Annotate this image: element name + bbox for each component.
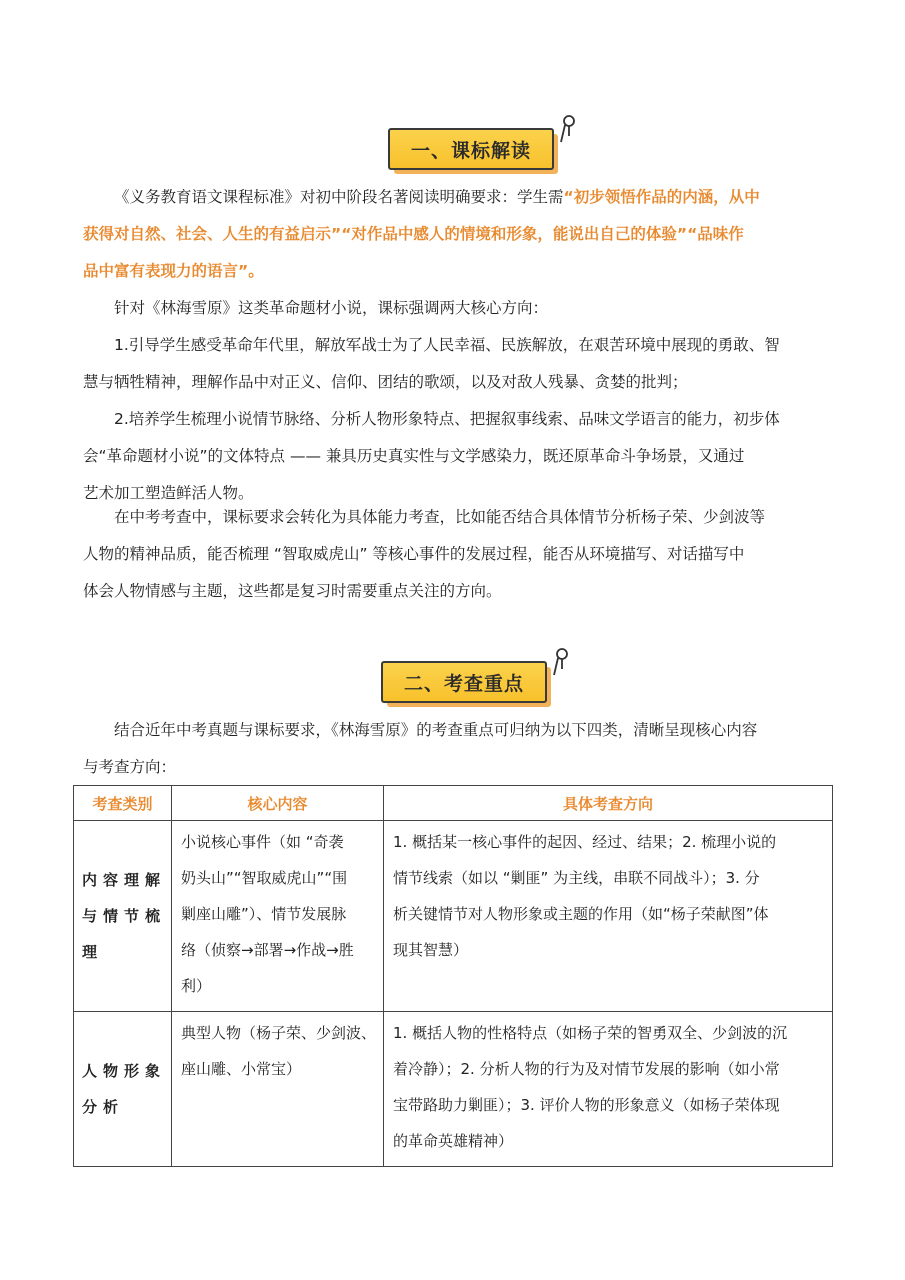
paragraph-line: 2.培养学生梳理小说情节脉络、分析人物形象特点、把握叙事线索、品味文学语言的能力，初步体 bbox=[114, 410, 780, 428]
cell-line: 宝带路助力剿匪）；3. 评价人物的形象意义（如杨子荣体现 bbox=[393, 1096, 780, 1114]
text-run: 《义务教育语文课程标准》对初中阶段名著阅读明确要求：学生需 bbox=[114, 188, 564, 206]
paragraph-line: 体会人物情感与主题，这些都是复习时需要重点关注的方向。 bbox=[83, 582, 502, 600]
exam-direction-cell bbox=[384, 821, 833, 1012]
cell-line: 内容理解 bbox=[82, 871, 167, 889]
highlighted-quote: 获得对自然、社会、人生的有益启示”“对作品中感人的情境和形象，能说出自己的体验”“品味作 bbox=[83, 225, 744, 243]
pin-icon bbox=[553, 647, 571, 677]
cell-line: 座山雕、小常宝） bbox=[181, 1060, 302, 1078]
cell-line: 理 bbox=[82, 943, 104, 961]
table-header-row bbox=[74, 786, 833, 821]
direction-1-paragraph bbox=[83, 327, 823, 401]
table-row bbox=[74, 1012, 833, 1167]
exam-application-paragraph bbox=[83, 499, 823, 610]
cell-line: 现其智慧） bbox=[393, 941, 469, 959]
section-1-title: 一、课标解读 bbox=[388, 128, 554, 170]
cell-line: 的革命英雄精神） bbox=[393, 1132, 514, 1150]
section-2-banner bbox=[381, 661, 551, 707]
paragraph-line bbox=[83, 253, 823, 290]
cell-line: 着冷静）；2. 分析人物的行为及对情节发展的影响（如小常 bbox=[393, 1060, 780, 1078]
exam-focus-table bbox=[73, 785, 833, 1167]
exam-direction-cell bbox=[384, 1012, 833, 1167]
cell-line: 剿座山雕”）、情节发展脉 bbox=[181, 905, 347, 923]
cell-line: 情节线索（如以 “剿匪” 为主线，串联不同战斗）；3. 分 bbox=[393, 869, 760, 887]
direction-2-paragraph bbox=[83, 401, 823, 512]
header-exam-direction: 具体考查方向 bbox=[384, 786, 833, 821]
paragraph-line: 1.引导学生感受革命年代里，解放军战士为了人民幸福、民族解放，在艰苦环境中展现的勇敢、智 bbox=[114, 336, 780, 354]
direction-intro-paragraph bbox=[83, 290, 823, 327]
standard-quote-paragraph bbox=[83, 179, 823, 290]
table-row bbox=[74, 821, 833, 1012]
cell-line: 析关键情节对人物形象或主题的作用（如“杨子荣献图”体 bbox=[393, 905, 769, 923]
header-category: 考查类别 bbox=[74, 786, 172, 821]
cell-line: 奶头山”“智取威虎山”“围 bbox=[181, 869, 348, 887]
cell-line: 人物形象 bbox=[82, 1062, 167, 1080]
paragraph-line: 与考查方向： bbox=[83, 758, 177, 776]
paragraph-line: 人物的精神品质，能否梳理 “智取威虎山” 等核心事件的发展过程，能否从环境描写、对话描写中 bbox=[83, 545, 745, 563]
cell-line: 与情节梳 bbox=[82, 907, 167, 925]
cell-line: 络（侦察→部署→作战→胜 bbox=[181, 941, 354, 959]
category-cell bbox=[74, 821, 172, 1012]
category-cell bbox=[74, 1012, 172, 1167]
paragraph-line: 针对《林海雪原》这类革命题材小说，课标强调两大核心方向： bbox=[114, 299, 549, 317]
paragraph-line: 艺术加工塑造鲜活人物。 bbox=[83, 484, 254, 502]
paragraph-line bbox=[83, 216, 823, 253]
cell-line: 1. 概括人物的性格特点（如杨子荣的智勇双全、少剑波的沉 bbox=[393, 1024, 788, 1042]
highlighted-quote: 品中富有表现力的语言”。 bbox=[83, 262, 264, 280]
section-2-title: 二、考查重点 bbox=[381, 661, 547, 703]
section-1-banner bbox=[388, 128, 558, 174]
highlighted-quote: “初步领悟作品的内涵，从中 bbox=[563, 188, 760, 206]
header-core-content: 核心内容 bbox=[172, 786, 384, 821]
pin-icon bbox=[560, 114, 578, 144]
paragraph-line: 在中考考查中，课标要求会转化为具体能力考查，比如能否结合具体情节分析杨子荣、少剑波等 bbox=[114, 508, 766, 526]
cell-line: 利） bbox=[181, 977, 212, 995]
paragraph-line: 慧与牺牲精神，理解作品中对正义、信仰、团结的歌颂，以及对敌人残暴、贪婪的批判； bbox=[83, 373, 688, 391]
exam-focus-intro-paragraph bbox=[83, 712, 823, 786]
cell-line: 典型人物（杨子荣、少剑波、 bbox=[181, 1024, 377, 1042]
paragraph-line: 结合近年中考真题与课标要求，《林海雪原》的考查重点可归纳为以下四类，清晰呈现核心内容 bbox=[114, 721, 758, 739]
core-content-cell bbox=[172, 821, 384, 1012]
cell-line: 小说核心事件（如 “奇袭 bbox=[181, 833, 344, 851]
cell-line: 1. 概括某一核心事件的起因、经过、结果；2. 梳理小说的 bbox=[393, 833, 777, 851]
cell-line: 分析 bbox=[82, 1098, 125, 1116]
paragraph-line: 会“革命题材小说”的文体特点 —— 兼具历史真实性与文学感染力，既还原革命斗争场景，又通过 bbox=[83, 447, 745, 465]
paragraph-line bbox=[83, 179, 823, 216]
core-content-cell bbox=[172, 1012, 384, 1167]
